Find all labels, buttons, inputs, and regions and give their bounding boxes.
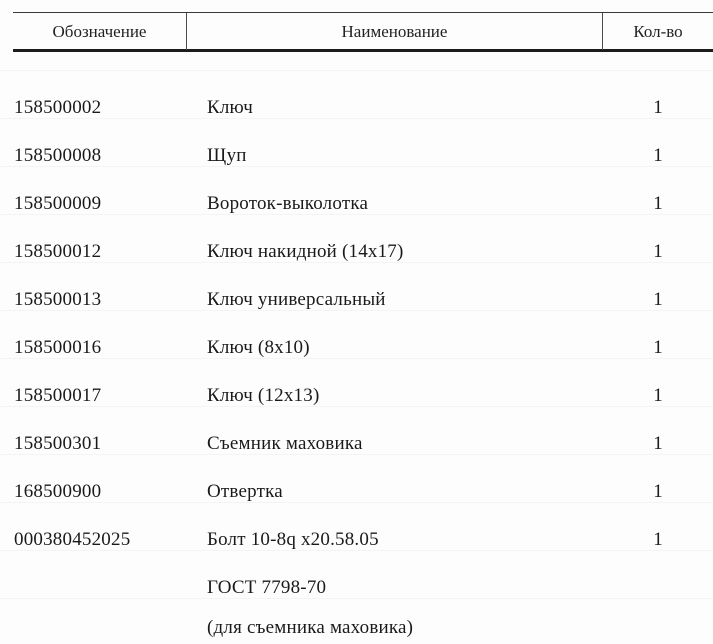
- row-name: Болт 10-8q x20.58.05: [207, 529, 379, 550]
- table-row-continuation: [0, 614, 713, 642]
- table-row: [0, 238, 713, 266]
- header-code: Обозначение: [13, 13, 187, 50]
- table-row: [0, 334, 713, 362]
- table-row: [0, 286, 713, 314]
- row-code: 158500301: [14, 433, 102, 454]
- row-name: Ключ (12x13): [207, 385, 320, 406]
- row-code: 168500900: [14, 481, 102, 502]
- row-name: Вороток-выколотка: [207, 193, 369, 214]
- row-name: Ключ: [207, 97, 253, 118]
- row-name: Ключ универсальный: [207, 289, 386, 310]
- table-row: [0, 526, 713, 554]
- row-qty: 1: [653, 385, 663, 406]
- row-code: 158500009: [14, 193, 102, 214]
- table-row-continuation: [0, 574, 713, 602]
- header-qty: Кол-во: [633, 22, 683, 41]
- row-code: 158500016: [14, 337, 102, 358]
- row-qty: 1: [653, 145, 663, 166]
- row-name: Щуп: [207, 145, 247, 166]
- row-qty: 1: [653, 97, 663, 118]
- table-row: [0, 478, 713, 506]
- row-name-continuation: ГОСТ 7798-70: [207, 577, 327, 598]
- table-row: [0, 190, 713, 218]
- row-qty: 1: [653, 433, 663, 454]
- row-name: Ключ (8x10): [207, 337, 310, 358]
- row-name: Ключ накидной (14x17): [207, 241, 404, 262]
- row-name: Съемник маховика: [207, 433, 363, 454]
- table-row: [0, 382, 713, 410]
- row-qty: 1: [653, 193, 663, 214]
- table-row: [0, 430, 713, 458]
- row-qty: 1: [653, 241, 663, 262]
- row-code: 000380452025: [14, 529, 131, 550]
- table-row: [0, 142, 713, 170]
- row-qty: 1: [653, 337, 663, 358]
- row-name-continuation: (для съемника маховика): [207, 617, 414, 638]
- header-name: Наименование: [187, 13, 603, 50]
- row-qty: 1: [653, 481, 663, 502]
- row-name: Отвертка: [207, 481, 283, 502]
- row-code: 158500012: [14, 241, 102, 262]
- row-code: 158500008: [14, 145, 102, 166]
- row-qty: 1: [653, 529, 663, 550]
- table-row: [0, 94, 713, 122]
- row-qty: 1: [653, 289, 663, 310]
- row-code: 158500002: [14, 97, 102, 118]
- row-code: 158500017: [14, 385, 102, 406]
- row-code: 158500013: [14, 289, 102, 310]
